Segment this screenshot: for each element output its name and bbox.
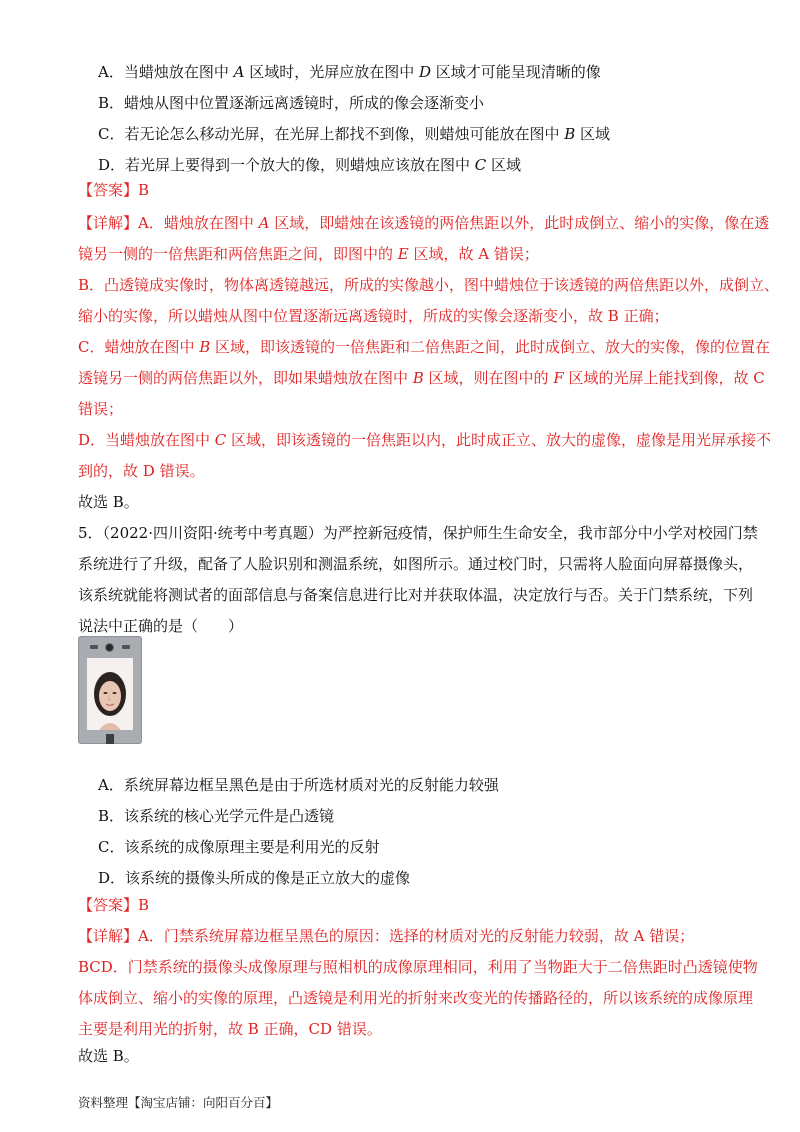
q4-option-c: C．若无论怎么移动光屏，在光屏上都找不到像，则蜡烛可能放在图中 𝐵 区域 (98, 125, 611, 143)
q5-detail-line: 主要是利用光的折射，故 B 正确，CD 错误。 (78, 1020, 382, 1038)
q5-stem-line: 系统进行了升级，配备了人脸识别和测温系统，如图所示。通过校门时，只需将人脸面向屏幕摄像头， (78, 555, 754, 573)
camera-icon (106, 644, 113, 651)
q4-detail-line: 透镜另一侧的两倍焦距以外，即如果蜡烛放在图中 𝐵 区域，则在图中的 𝐹 区域的光屏上能找到像，故 C (78, 369, 765, 387)
q4-conclusion: 故选 B。 (78, 493, 139, 511)
footer-source: 资料整理【淘宝店铺：向阳百分百】 (78, 1095, 279, 1110)
q5-option-b: B．该系统的核心光学元件是凸透镜 (98, 807, 335, 825)
q4-detail-line: 到的，故 D 错误。 (78, 462, 205, 480)
face-portrait-icon (87, 658, 133, 730)
q4-detail-line: 缩小的实像，所以蜡烛从图中位置逐渐远离透镜时，所成的实像会逐渐变小，故 B 正确； (78, 307, 669, 325)
q4-detail-line: B．凸透镜成实像时，物体离透镜越远，所成的实像越小，图中蜡烛位于该透镜的两倍焦距以外，成倒立、 (78, 276, 780, 294)
q4-answer-label: 【答案】B (78, 181, 150, 199)
q4-option-a: A．当蜡烛放在图中 𝐴 区域时，光屏应放在图中 𝐷 区域才可能呈现清晰的像 (98, 63, 601, 81)
q5-option-d: D．该系统的摄像头所成的像是正立放大的虚像 (98, 869, 411, 887)
device-stand (106, 734, 114, 744)
q5-detail-line: 【详解】A．门禁系统屏幕边框呈黑色的原因：选择的材质对光的反射能力较弱，故 A 错误； (78, 927, 695, 945)
q5-answer-label: 【答案】B (78, 896, 150, 914)
q4-detail-line: 错误； (78, 400, 124, 418)
q4-detail-line: C．蜡烛放在图中 𝐵 区域，即该透镜的一倍焦距和二倍焦距之间，此时成倒立、放大的实像，像的位置在 (78, 338, 771, 356)
face-recognition-device-image (78, 636, 142, 744)
q5-detail-line: BCD．门禁系统的摄像头成像原理与照相机的成像原理相同，利用了当物距大于二倍焦距时凸透镜使物 (78, 958, 758, 976)
sensor-icon (122, 645, 130, 649)
q5-detail-line: 体成倒立、缩小的实像的原理，凸透镜是利用光的折射来改变光的传播路径的，所以该系统的成像原理 (78, 989, 754, 1007)
q4-detail-line: 镜另一侧的一倍焦距和两倍焦距之间，即图中的 𝐸 区域，故 A 错误； (78, 245, 539, 263)
q5-stem-line: 5．（2022·四川资阳·统考中考真题）为严控新冠疫情，保护师生生命安全，我市部分中小学对校园门禁 (78, 524, 758, 542)
device-screen (87, 658, 133, 730)
q5-conclusion: 故选 B。 (78, 1047, 139, 1065)
q4-detail-line: D．当蜡烛放在图中 𝐶 区域，即该透镜的一倍焦距以内，此时成正立、放大的虚像，虚像是用光屏承接不 (78, 431, 772, 449)
q4-option-d: D．若光屏上要得到一个放大的像，则蜡烛应该放在图中 𝐶 区域 (98, 156, 522, 174)
q4-detail-line: 【详解】A．蜡烛放在图中 𝐴 区域，即蜡烛在该透镜的两倍焦距以外，此时成倒立、缩小的实像，像在透 (78, 214, 770, 232)
q5-stem-line: 该系统就能将测试者的面部信息与备案信息进行比对并获取体温，决定放行与否。关于门禁系统，下列 (78, 586, 754, 604)
q5-stem-line: 说法中正确的是（ ） (78, 617, 244, 635)
q4-option-b: B．蜡烛从图中位置逐渐远离透镜时，所成的像会逐渐变小 (98, 94, 485, 112)
q5-option-c: C．该系统的成像原理主要是利用光的反射 (98, 838, 380, 856)
sensor-icon (90, 645, 98, 649)
q5-option-a: A．系统屏幕边框呈黑色是由于所选材质对光的反射能力较强 (98, 776, 499, 794)
